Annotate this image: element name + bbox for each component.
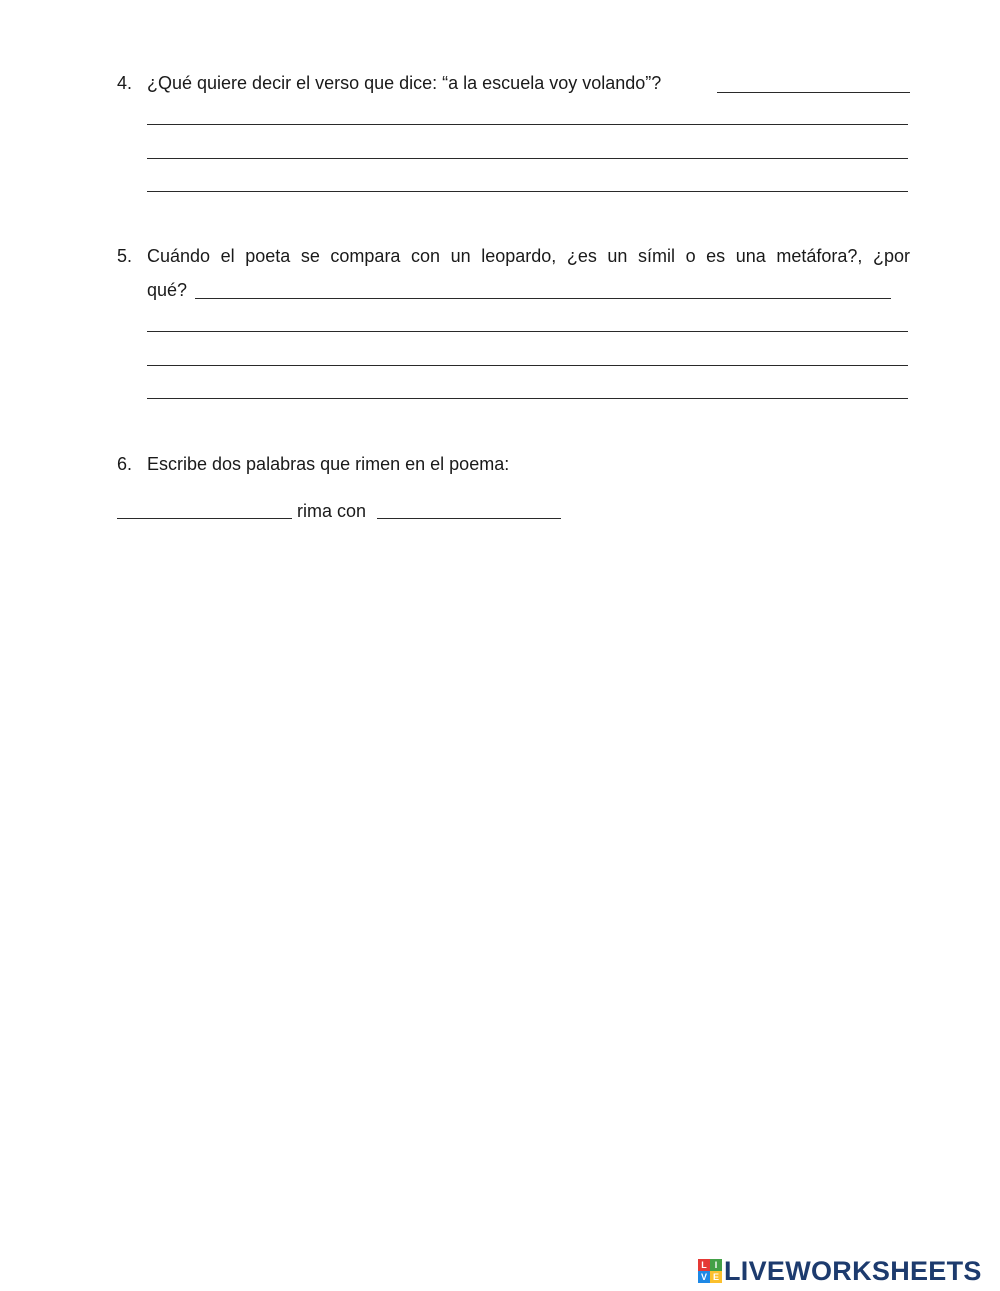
rhyme-word-2-blank[interactable] — [377, 518, 561, 519]
question-6-text: Escribe dos palabras que rimen en el poema: — [147, 454, 510, 474]
liveworksheets-logo — [698, 1257, 982, 1285]
question-5-number: 5. — [117, 246, 133, 266]
question-5-text-line1: Cuándo el poeta se compara con un leopardo, ¿es un símil o es una metáfora?, ¿por — [147, 246, 910, 266]
question-4-text: ¿Qué quiere decir el verso que dice: “a la escuela voy volando”? — [147, 73, 662, 93]
question-5-text-line2: qué? — [147, 280, 188, 300]
answer-line-q5-3[interactable] — [147, 398, 908, 399]
answer-line-q4-3[interactable] — [147, 191, 908, 192]
logo-wordmark: LIVEWORKSHEETS — [724, 1256, 982, 1286]
rhyme-word-1-blank[interactable] — [117, 518, 292, 519]
question-6-number: 6. — [117, 454, 133, 474]
answer-blank-q4-inline[interactable] — [717, 92, 910, 93]
logo-tile-e: E — [710, 1271, 722, 1283]
answer-line-q4-2[interactable] — [147, 158, 908, 159]
logo-tile-i: I — [710, 1259, 722, 1271]
answer-line-q5-1[interactable] — [147, 331, 908, 332]
logo-tiles-icon — [698, 1259, 722, 1283]
question-4-number: 4. — [117, 73, 133, 93]
rhyme-connector-text: rima con — [297, 501, 367, 521]
answer-blank-q5-inline[interactable] — [195, 298, 891, 299]
answer-line-q5-2[interactable] — [147, 365, 908, 366]
logo-tile-v: V — [698, 1271, 710, 1283]
logo-tile-l: L — [698, 1259, 710, 1271]
answer-line-q4-1[interactable] — [147, 124, 908, 125]
